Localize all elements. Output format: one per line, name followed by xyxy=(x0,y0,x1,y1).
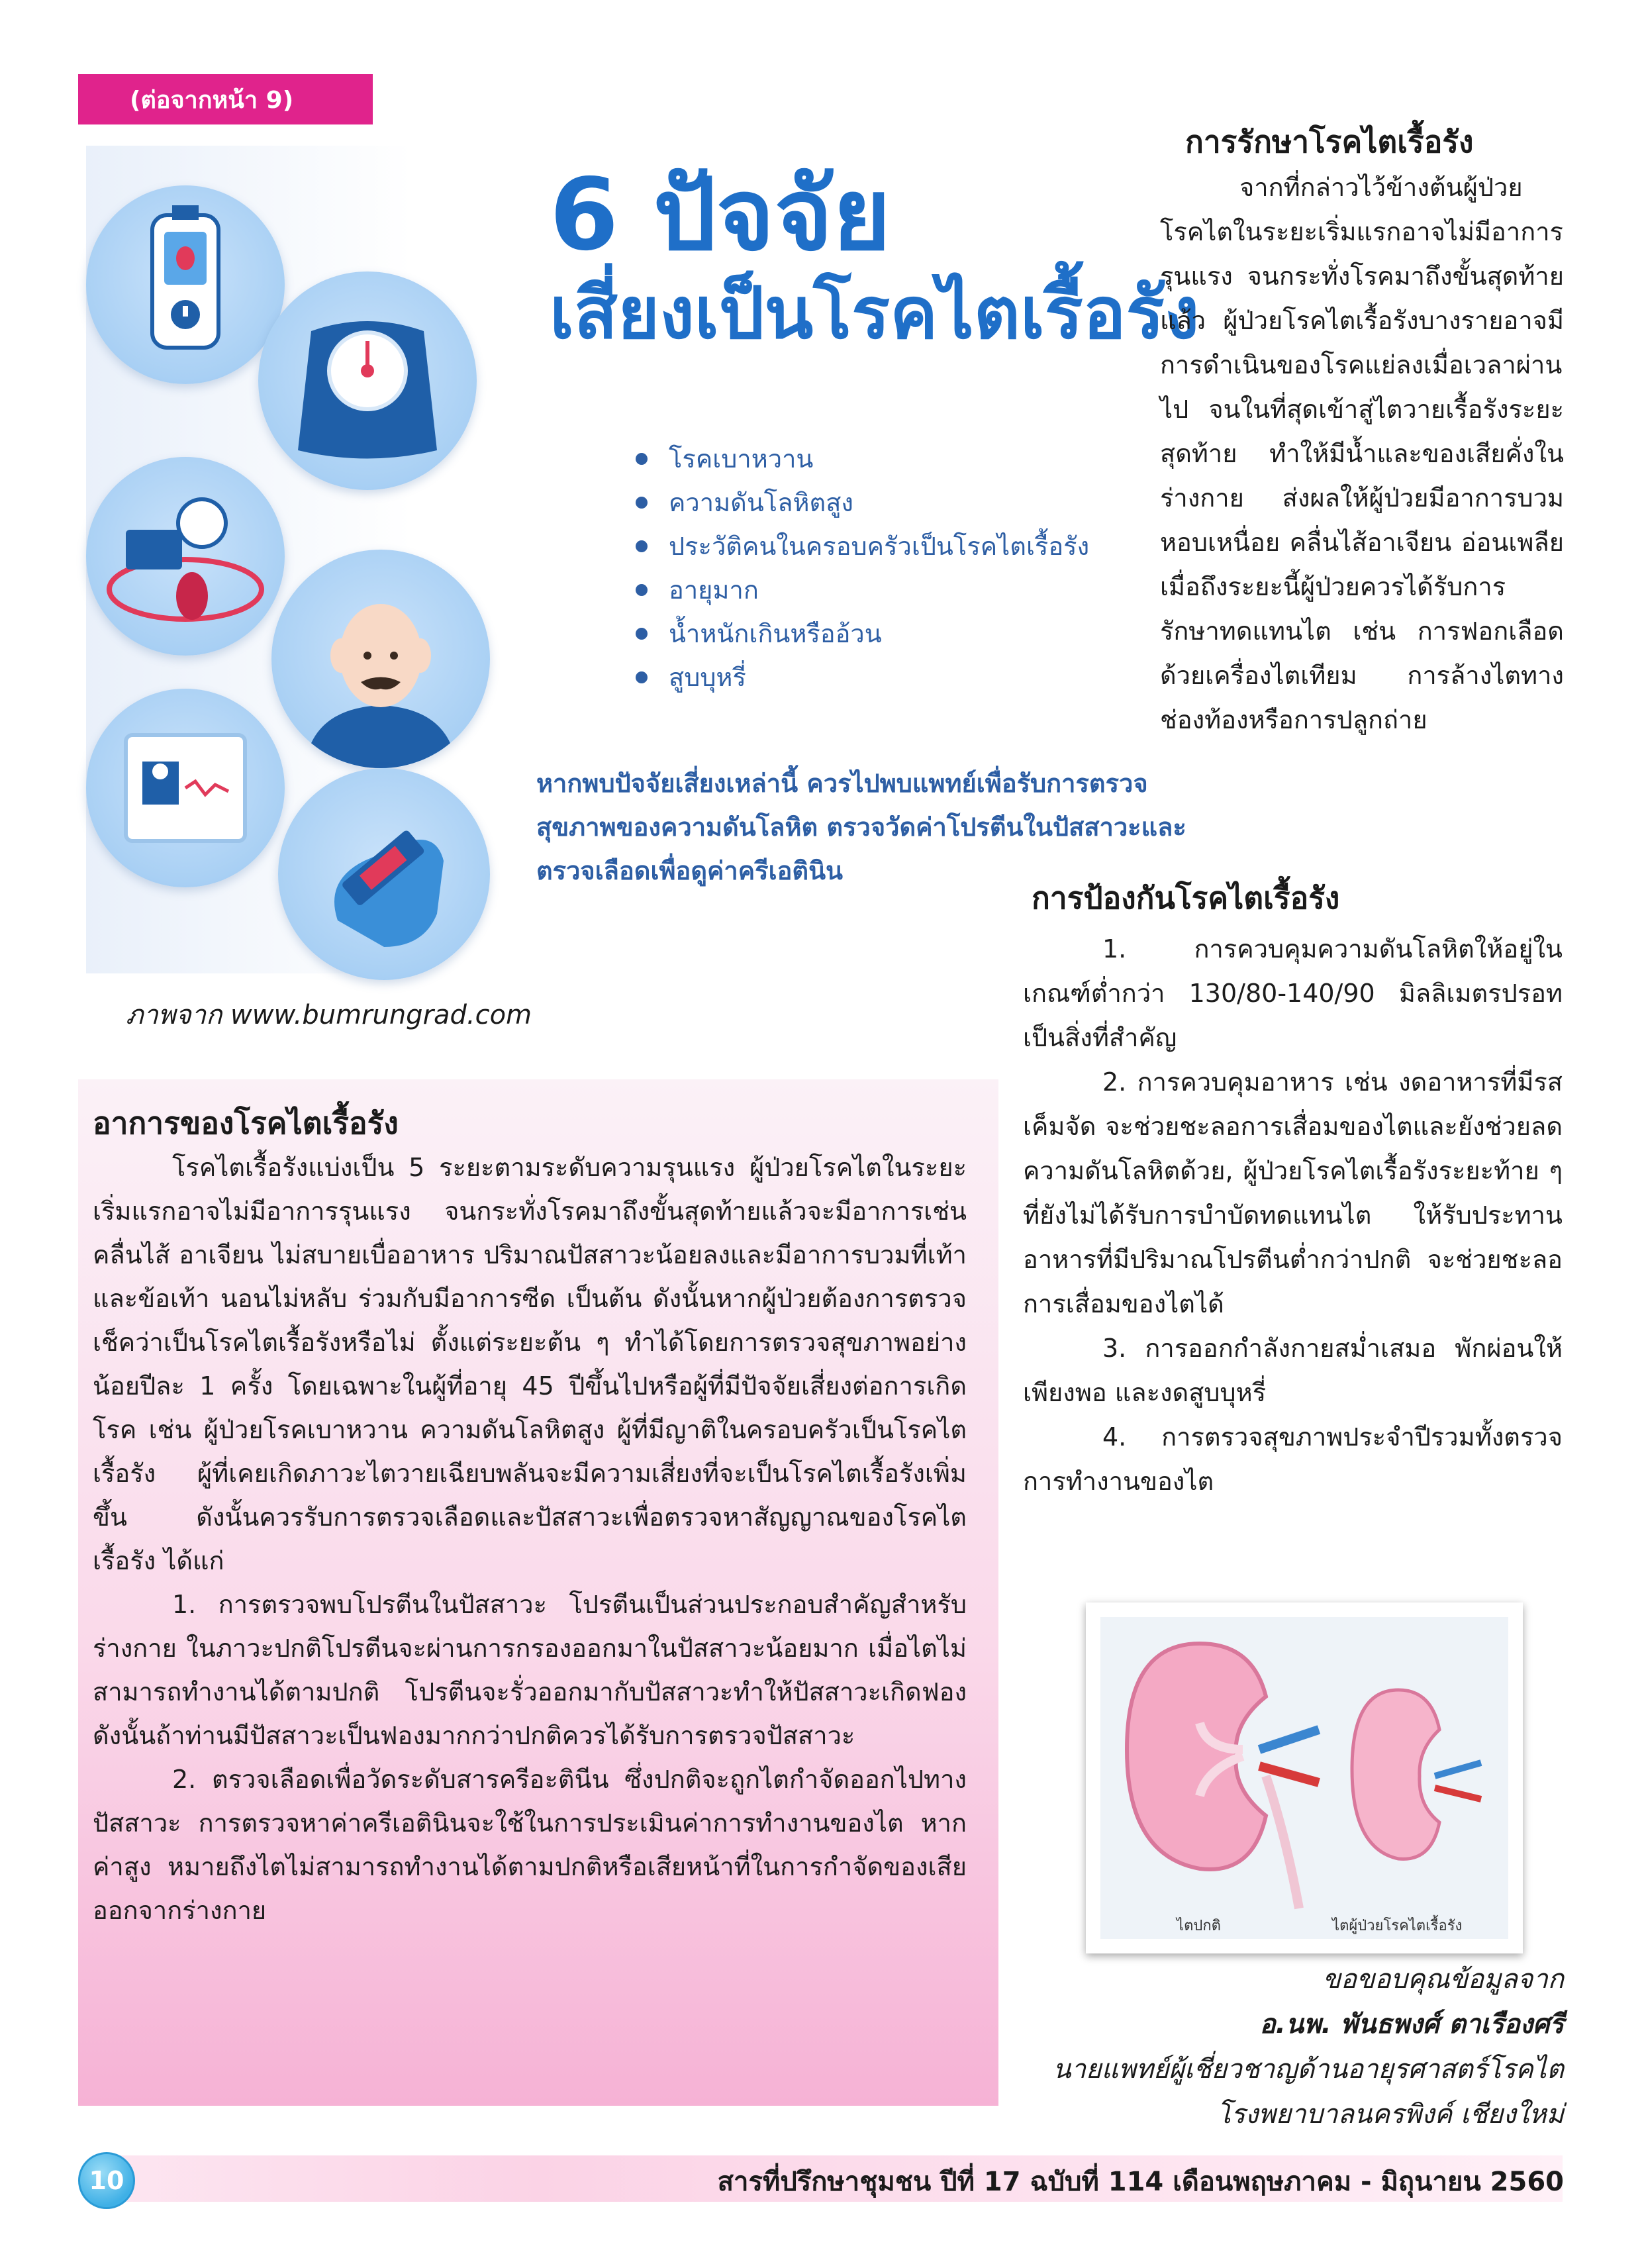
treatment-heading: การรักษาโรคไตเรื้อรัง xyxy=(1185,124,1474,160)
symptoms-paragraph: 1. การตรวจพบโปรตีนในปัสสาวะ โปรตีนเป็นส่วนประกอบสำคัญสำหรับร่างกาย ในภาวะปกติโปรตีนจะผ่านการกรองออกมาในปัสสาวะน้อยมาก เมื่อไตไม่สามารถทำงานได้ตามปกติ โปรตีนจะรั่วออกมากับปัสสาวะทำให้ปัสสาวะเกิดฟอง ดังนั้นถ้าท่านมีปัสสาวะเป็นฟองมากกว่าปกติควรได้รับการตรวจปัสสาวะ xyxy=(93,1590,967,1750)
symptoms-body xyxy=(93,1146,967,1932)
acknowledgement-line1: ขอขอบคุณข้อมูลจาก xyxy=(1322,1964,1564,1995)
image-credit: ภาพจาก www.bumrungrad.com xyxy=(126,1000,532,1030)
prevention-item: 2. การควบคุมอาหาร เช่น งดอาหารที่มีรสเค็มจัด จะช่วยชะลอการเสื่อมของไตและยังช่วยลดความดันโลหิตด้วย, ผู้ป่วยโรคไตเรื้อรังระยะท้าย ๆ ที่ยังไม่ได้รับการบำบัดทดแทนไต ให้รับประทานอาหารที่มีปริมาณโปรตีนต่ำกว่าปกติ จะช่วยชะลอการเสื่อมของไตได้ xyxy=(1023,1067,1563,1318)
prevention-item: 1. การควบคุมความดันโลหิตให้อยู่ในเกณฑ์ต่ำกว่า 130/80-140/90 มิลลิเมตรปรอท เป็นสิ่งที่สำคัญ xyxy=(1023,934,1563,1052)
elderly-man-icon xyxy=(271,550,490,768)
symptoms-heading: อาการของโรคไตเรื้อรัง xyxy=(93,1105,399,1141)
symptoms-paragraph: 2. ตรวจเลือดเพื่อวัดระดับสารครีอะตินีน ซึ่งปกติจะถูกไตกำจัดออกไปทางปัสสาวะ การตรวจหาค่าครีเอตินินจะใช้ในการประเมินค่าการทำงานของไต หากค่าสูง หมายถึงไตไม่สามารถทำงานได้ตามปกติหรือเสียหน้าที่ในการกำจัดของเสียออกจากร่างกาย xyxy=(93,1765,967,1925)
page-number: 10 xyxy=(78,2152,135,2209)
publication-info: สารที่ปรึกษาชุมชน ปีที่ 17 ฉบับที่ 114 เดือนพฤษภาคม - มิถุนายน 2560 xyxy=(717,2167,1564,2197)
risk-item: โรคเบาหวาน xyxy=(636,437,1089,481)
risk-item: สูบบุหรี่ xyxy=(636,656,1089,699)
prevention-body xyxy=(1023,927,1563,1504)
blood-pressure-monitor-icon xyxy=(86,457,285,656)
kidney-illustration xyxy=(1100,1617,1508,1939)
treatment-paragraph: จากที่กล่าวไว้ข้างต้นผู้ป่วยโรคไตในระยะเริ่มแรกอาจไม่มีอาการรุนแรง จนกระทั่งโรคมาถึงขั้นสุดท้ายแล้ว ผู้ป่วยโรคไตเรื้อรังบางรายอาจมีการดำเนินของโรคแย่ลงเมื่อเวลาผ่านไป จนในที่สุดเข้าสู่ไตวายเรื้อรังระยะสุดท้าย ทำให้มีน้ำและของเสียคั่งในร่างกาย ส่งผลให้ผู้ป่วยมีอาการบวม หอบเหนื่อย คลื่นไส้อาเจียน อ่อนเพลีย เมื่อถึงระยะนี้ผู้ป่วยควรได้รับการรักษาทดแทนไต เช่น การฟอกเลือดด้วยเครื่องไตเทียม การล้างไตทางช่องท้องหรือการปลูกถ่าย xyxy=(1160,173,1564,734)
acknowledgement-author: อ.นพ. พันธพงศ์ ตาเรืองศรี xyxy=(1259,2009,1564,2040)
risk-item: อายุมาก xyxy=(636,568,1089,612)
prevention-heading: การป้องกันโรคไตเรื้อรัง xyxy=(1032,880,1340,916)
prevention-item: 3. การออกกำลังกายสม่ำเสมอ พักผ่อนให้เพียงพอ และงดสูบบุหรี่ xyxy=(1023,1334,1563,1407)
infographic-title-line1: 6 ปัจจัย xyxy=(550,158,891,273)
continuation-tag: (ต่อจากหน้า 9) xyxy=(78,74,373,124)
no-smoking-icon xyxy=(278,768,490,980)
symptoms-paragraph: โรคไตเรื้อรังแบ่งเป็น 5 ระยะตามระดับความรุนแรง ผู้ป่วยโรคไตในระยะเริ่มแรกอาจไม่มีอาการรุนแรง จนกระทั่งโรคมาถึงขั้นสุดท้ายแล้วจะมีอาการเช่น คลื่นไส้ อาเจียน ไม่สบายเบื่ออาหาร ปริมาณปัสสาวะน้อยลงและมีอาการบวมที่เท้าและข้อเท้า นอนไม่หลับ ร่วมกับมีอาการซีด เป็นต้น ดังนั้นหากผู้ป่วยต้องการตรวจเช็คว่าเป็นโรคไตเรื้อรังหรือไม่ ตั้งแต่ระยะต้น ๆ ทำได้โดยการตรวจสุขภาพอย่างน้อยปีละ 1 ครั้ง โดยเฉพาะในผู้ที่อายุ 45 ปีขึ้นไปหรือผู้ที่มีปัจจัยเสี่ยงต่อการเกิดโรค เช่น ผู้ป่วยโรคเบาหวาน ความดันโลหิตสูง ผู้ที่มีญาติในครอบครัวเป็นโรคไตเรื้อรัง ผู้ที่เคยเกิดภาวะไตวายเฉียบพลันจะมีความเสี่ยงที่จะเป็นโรคไตเรื้อรังเพิ่มขึ้น ดังนั้นควรรับการตรวจเลือดและปัสสาวะเพื่อตรวจหาสัญญาณของโรคไตเรื้อรัง ได้แก่ xyxy=(93,1153,967,1575)
risk-item: ความดันโลหิตสูง xyxy=(636,481,1089,524)
medical-record-icon xyxy=(86,689,285,887)
kidney-caption-normal: ไตปกติ xyxy=(1177,1918,1221,1934)
acknowledgement xyxy=(968,1957,1564,2137)
kidney-comparison-image xyxy=(1086,1602,1523,1953)
treatment-body xyxy=(1160,166,1564,742)
risk-item: ประวัติคนในครอบครัวเป็นโรคไตเรื้อรัง xyxy=(636,524,1089,568)
glucose-meter-icon xyxy=(86,185,285,384)
prevention-item: 4. การตรวจสุขภาพประจำปีรวมทั้งตรวจการทำงานของไต xyxy=(1023,1422,1563,1496)
infographic-note: หากพบปัจจัยเสี่ยงเหล่านี้ ควรไปพบแพทย์เพื่อรับการตรวจสุขภาพของความดันโลหิต ตรวจวัดค่าโปรตีนในปัสสาวะและตรวจเลือดเพื่อดูค่าครีเอตินิน xyxy=(536,769,1186,885)
risk-item: น้ำหนักเกินหรืออ้วน xyxy=(636,612,1089,656)
acknowledgement-hospital: โรงพยาบาลนครพิงค์ เชียงใหม่ xyxy=(1216,2099,1564,2130)
infographic-title-line2: เสี่ยงเป็นโรคไตเรื้อรัง xyxy=(550,272,1200,355)
risk-factor-list xyxy=(636,437,1089,699)
acknowledgement-title: นายแพทย์ผู้เชี่ยวชาญด้านอายุรศาสตร์โรคไต xyxy=(1053,2054,1564,2085)
weighing-scale-icon xyxy=(258,271,477,490)
kidney-caption-ckd: ไตผู้ป่วยโรคไตเรื้อรัง xyxy=(1332,1918,1463,1934)
